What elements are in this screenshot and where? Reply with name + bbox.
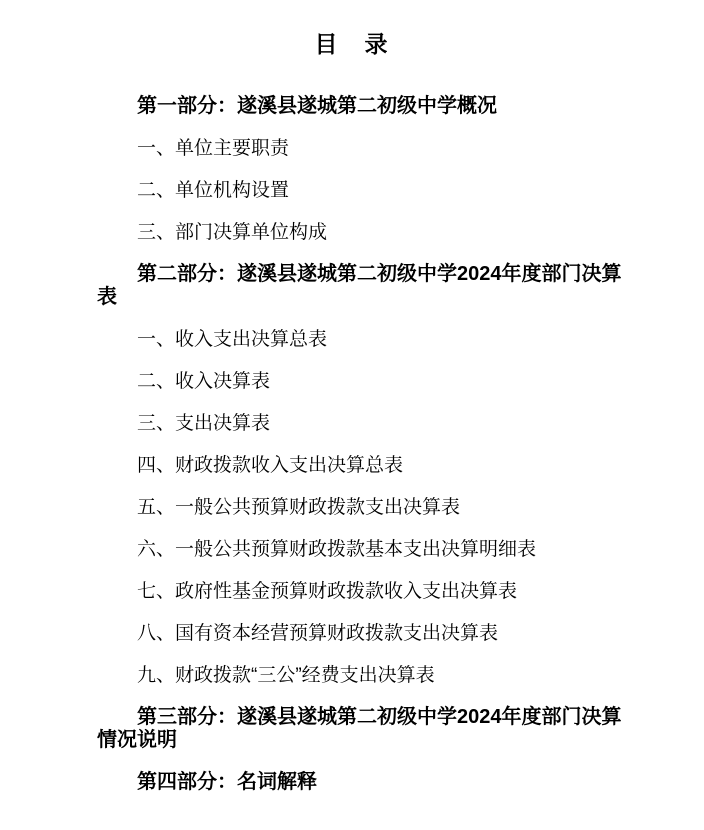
toc-item-part2-5: 五、一般公共预算财政拨款支出决算表: [137, 497, 461, 518]
toc-section-heading-part2: 第二部分：遂溪县遂城第二初级中学2024年度部门决算表: [97, 263, 622, 308]
toc-section-heading-part4: 第四部分：名词解释: [137, 771, 317, 793]
toc-item-part2-3: 三、支出决算表: [137, 413, 271, 434]
toc-item-part2-7: 七、政府性基金预算财政拨款收入支出决算表: [137, 581, 518, 602]
toc-item-part1-2: 二、单位机构设置: [137, 180, 290, 201]
toc-item-part2-2: 二、收入决算表: [137, 371, 271, 392]
toc-item-part2-4: 四、财政拨款收入支出决算总表: [137, 455, 404, 476]
toc-item-part2-9: 九、财政拨款“三公”经费支出决算表: [137, 665, 435, 686]
toc-section-heading-part1: 第一部分：遂溪县遂城第二初级中学概况: [137, 95, 497, 117]
toc-item-part1-3: 三、部门决算单位构成: [137, 222, 328, 243]
toc-content: [97, 95, 629, 794]
page-title: 目 录: [314, 31, 390, 57]
toc-item-part2-8: 八、国有资本经营预算财政拨款支出决算表: [137, 623, 499, 644]
toc-section-heading-part3: 第三部分：遂溪县遂城第二初级中学2024年度部门决算情况说明: [97, 706, 622, 751]
toc-item-part1-1: 一、单位主要职责: [137, 138, 290, 159]
toc-item-part2-6: 六、一般公共预算财政拨款基本支出决算明细表: [137, 539, 537, 560]
toc-item-part2-1: 一、收入支出决算总表: [137, 329, 328, 350]
